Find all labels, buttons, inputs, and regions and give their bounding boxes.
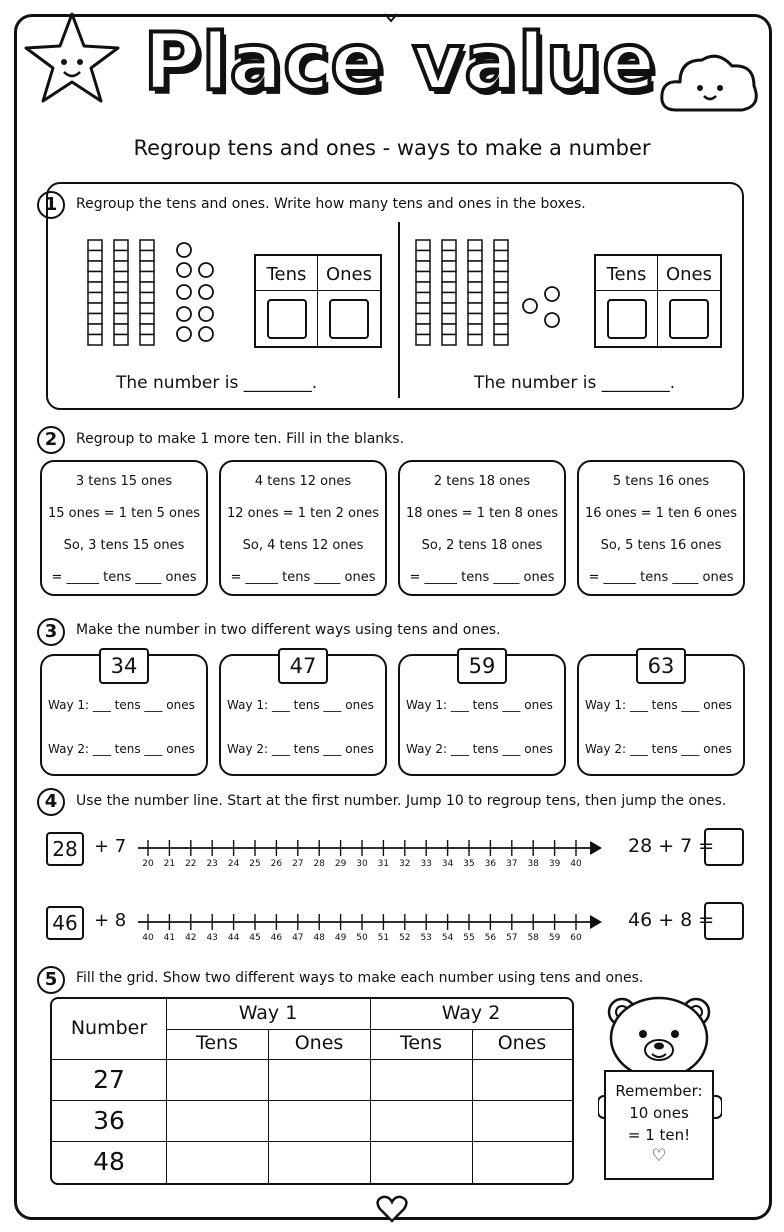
answer-box[interactable] (704, 828, 744, 866)
note-line-3: = 1 ten! (627, 1126, 691, 1144)
section-3-number: 3 (37, 618, 65, 646)
way-1-line[interactable]: Way 1: ___ tens ___ ones (48, 698, 195, 712)
section-1-number: 1 (37, 191, 65, 219)
tens-ones-table-left (254, 254, 382, 348)
tick-label: 27 (292, 859, 304, 869)
section-2-instruction: Regroup to make 1 more ten. Fill in the blanks. (76, 431, 405, 447)
regroup-text: 3 tens 15 ones (75, 474, 173, 489)
note-line-2: 10 ones (629, 1104, 689, 1122)
tens-answer-box[interactable] (267, 299, 307, 339)
make-number-card (219, 654, 387, 776)
number-tag: 59 (457, 648, 507, 684)
ten-rod (88, 240, 102, 345)
way-1-line[interactable]: Way 1: ___ tens ___ ones (406, 698, 553, 712)
regroup-text: So, 2 tens 18 ones (421, 538, 543, 553)
chevron-down-icon (383, 12, 399, 24)
tick-label: 47 (292, 933, 304, 943)
way-1-line[interactable]: Way 1: ___ tens ___ ones (585, 698, 732, 712)
way-2-line[interactable]: Way 2: ___ tens ___ ones (406, 742, 553, 756)
tick-label: 37 (506, 859, 518, 869)
section-1-instruction: Regroup the tens and ones. Write how many tens and ones in the boxes. (76, 196, 586, 212)
way-1-line[interactable]: Way 1: ___ tens ___ ones (227, 698, 374, 712)
base-ten-blocks-left (84, 236, 224, 348)
one-cube (199, 327, 213, 341)
tick-label: 41 (163, 933, 176, 943)
ten-rod (468, 240, 482, 345)
one-cube (199, 285, 213, 299)
tens-answer-box[interactable] (607, 299, 647, 339)
section-5-number: 5 (37, 966, 65, 994)
one-cube (177, 263, 191, 277)
way-2-line[interactable]: Way 2: ___ tens ___ ones (48, 742, 195, 756)
section-2-number: 2 (37, 426, 65, 454)
regroup-card (577, 460, 745, 596)
make-number-card (398, 654, 566, 776)
one-cube (177, 243, 191, 257)
tick-label: 46 (270, 933, 283, 943)
regroup-text: So, 4 tens 12 ones (242, 538, 364, 553)
tick-label: 60 (570, 933, 582, 943)
tick-label: 49 (334, 933, 347, 943)
ones-answer-box[interactable] (329, 299, 369, 339)
header-way-1: Way 1 (238, 1002, 298, 1024)
tick-label: 36 (484, 859, 497, 869)
one-cube (545, 287, 559, 301)
tens-header: Tens (266, 264, 307, 285)
tick-label: 50 (356, 933, 368, 943)
section-5-instruction: Fill the grid. Show two different ways to make each number using tens and ones. (76, 970, 644, 986)
regroup-text: 2 tens 18 ones (433, 474, 531, 489)
tick-label: 21 (163, 859, 176, 869)
number-tag: 63 (636, 648, 686, 684)
one-cube (523, 299, 537, 313)
tens-ones-table-right (594, 254, 722, 348)
addend: + 8 (94, 910, 127, 931)
page-title: Place value (143, 18, 657, 108)
page-subtitle: Regroup tens and ones - ways to make a number (133, 136, 651, 160)
number-tag: 47 (278, 648, 328, 684)
ones-answer-box[interactable] (669, 299, 709, 339)
tick-label: 20 (142, 859, 154, 869)
header-way-2: Way 2 (441, 1002, 501, 1024)
tick-label: 28 (313, 859, 325, 869)
regroup-text: 18 ones = 1 ten 8 ones (405, 506, 559, 521)
sub-header-tens: Tens (195, 1032, 238, 1054)
one-cube (199, 307, 213, 321)
ten-rod (114, 240, 128, 345)
tick-label: 43 (206, 933, 218, 943)
way-2-line[interactable]: Way 2: ___ tens ___ ones (227, 742, 374, 756)
regroup-answer-line[interactable]: = _____ tens ____ ones (230, 570, 376, 585)
one-cube (545, 313, 559, 327)
tick-label: 42 (185, 933, 197, 943)
grid-number: 27 (93, 1065, 125, 1094)
heart-icon (376, 1194, 408, 1224)
addend: + 7 (94, 836, 127, 857)
regroup-text: 12 ones = 1 ten 2 ones (226, 506, 380, 521)
number-line (136, 836, 606, 860)
regroup-card (40, 460, 208, 596)
tick-label: 52 (399, 933, 411, 943)
tick-label: 23 (206, 859, 218, 869)
section-4-number: 4 (37, 788, 65, 816)
ways-grid (50, 997, 574, 1185)
tick-label: 58 (527, 933, 539, 943)
tick-label: 55 (463, 933, 475, 943)
grid-number: 48 (93, 1147, 125, 1176)
tick-label: 26 (270, 859, 283, 869)
ones-header: Ones (665, 264, 713, 285)
tick-label: 53 (420, 933, 432, 943)
sub-header-ones: Ones (294, 1032, 344, 1054)
section-4-instruction: Use the number line. Start at the first number. Jump 10 to regroup tens, then jump the ones. (76, 793, 727, 809)
arrow-icon (590, 915, 602, 929)
tick-label: 44 (227, 933, 240, 943)
regroup-answer-line[interactable]: = _____ tens ____ ones (51, 570, 197, 585)
ones-header: Ones (325, 264, 373, 285)
sub-header-ones: Ones (497, 1032, 547, 1054)
tick-label: 35 (463, 859, 475, 869)
tick-label: 38 (527, 859, 539, 869)
one-cube (177, 307, 191, 321)
star-icon (22, 10, 122, 105)
ten-rod (140, 240, 154, 345)
way-2-line[interactable]: Way 2: ___ tens ___ ones (585, 742, 732, 756)
header-number: Number (70, 1017, 148, 1039)
regroup-card (398, 460, 566, 596)
regroup-answer-line[interactable]: = _____ tens ____ ones (588, 570, 734, 585)
regroup-answer-line[interactable]: = _____ tens ____ ones (409, 570, 555, 585)
one-cube (177, 327, 191, 341)
tick-label: 51 (377, 933, 390, 943)
base-ten-blocks-right (412, 236, 572, 348)
number-line (136, 910, 606, 934)
tick-label: 39 (548, 859, 561, 869)
sub-header-tens: Tens (399, 1032, 442, 1054)
equation: 28 + 7 = (628, 835, 715, 857)
regroup-text: So, 5 tens 16 ones (600, 538, 722, 553)
section-1-divider (398, 222, 400, 398)
tick-label: 30 (356, 859, 368, 869)
regroup-text: 16 ones = 1 ten 6 ones (584, 506, 738, 521)
regroup-text: So, 3 tens 15 ones (63, 538, 185, 553)
tick-label: 40 (570, 859, 582, 869)
number-tag: 34 (99, 648, 149, 684)
one-cube (199, 263, 213, 277)
tick-label: 45 (249, 933, 261, 943)
regroup-text: 5 tens 16 ones (612, 474, 710, 489)
grid-number: 36 (93, 1106, 125, 1135)
one-cube (177, 285, 191, 299)
number-is-right[interactable]: The number is ________. (474, 373, 676, 393)
equation: 46 + 8 = (628, 909, 715, 931)
tick-label: 34 (441, 859, 454, 869)
tick-label: 32 (399, 859, 411, 869)
number-is-left[interactable]: The number is ________. (116, 373, 318, 393)
tick-label: 33 (420, 859, 432, 869)
arrow-icon (590, 841, 602, 855)
tick-label: 48 (313, 933, 325, 943)
start-number-box: 46 (46, 906, 84, 940)
answer-box[interactable] (704, 902, 744, 940)
section-3-instruction: Make the number in two different ways using tens and ones. (76, 622, 501, 638)
tick-label: 31 (377, 859, 390, 869)
tick-label: 29 (334, 859, 347, 869)
ten-rod (416, 240, 430, 345)
tick-label: 40 (142, 933, 154, 943)
tick-label: 54 (441, 933, 454, 943)
tick-label: 56 (484, 933, 497, 943)
tens-header: Tens (606, 264, 647, 285)
tick-label: 25 (249, 859, 261, 869)
tick-label: 24 (227, 859, 240, 869)
ten-rod (442, 240, 456, 345)
regroup-text: 4 tens 12 ones (254, 474, 352, 489)
make-number-card (577, 654, 745, 776)
ten-rod (494, 240, 508, 345)
tick-label: 22 (185, 859, 197, 869)
start-number-box: 28 (46, 832, 84, 866)
heart-icon: ♡ (651, 1146, 667, 1166)
cloud-icon (658, 44, 762, 120)
note-line-1: Remember: (615, 1082, 703, 1100)
tick-label: 59 (548, 933, 561, 943)
tick-label: 57 (506, 933, 518, 943)
regroup-card (219, 460, 387, 596)
remember-note (604, 1070, 714, 1180)
make-number-card (40, 654, 208, 776)
regroup-text: 15 ones = 1 ten 5 ones (47, 506, 201, 521)
